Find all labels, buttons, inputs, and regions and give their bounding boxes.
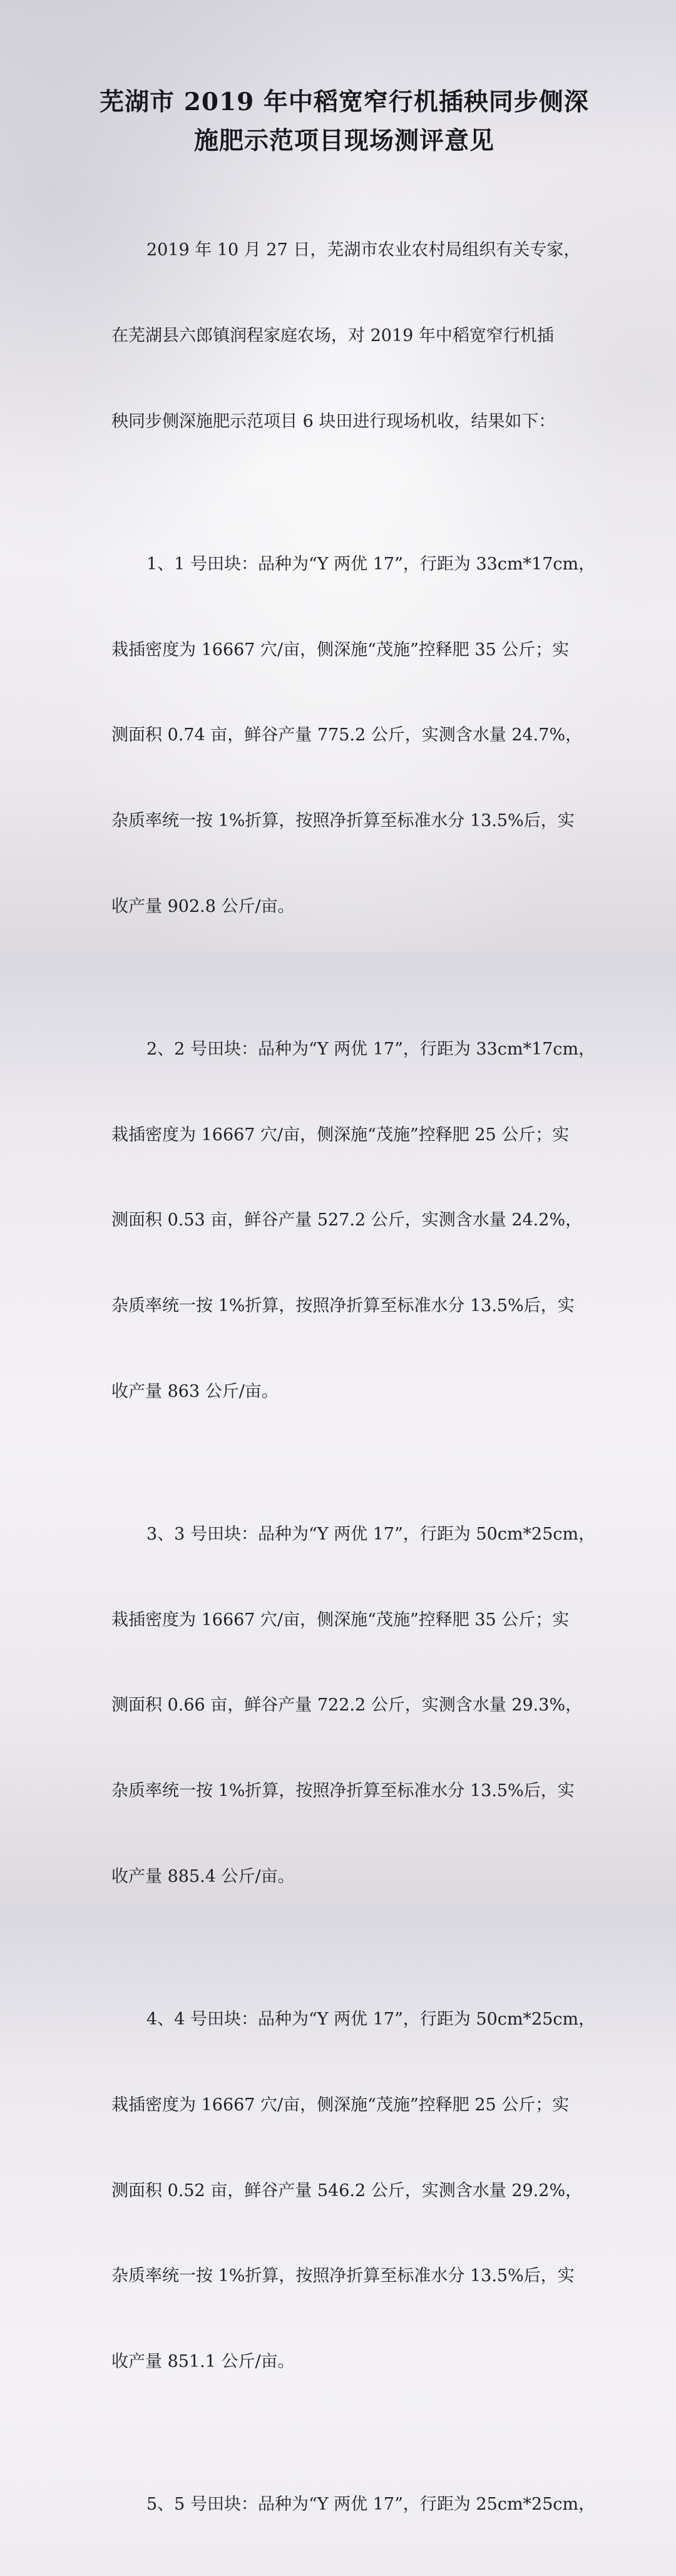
title-line-2: 施肥示范项目现场测评意见 — [193, 126, 494, 155]
paragraph-line: 秧同步侧深施肥示范项目 6 块田进行现场机收，结果如下： — [111, 411, 556, 431]
paragraph-line: 栽插密度为 16667 穴/亩，侧深施“茂施”控释肥 35 公斤；实 — [111, 640, 570, 660]
document-title — [94, 83, 595, 160]
field-5-paragraph — [111, 2433, 596, 2576]
paragraph-line: 测面积 0.74 亩，鲜谷产量 775.2 公斤，实测含水量 24.7%， — [111, 725, 583, 745]
paragraph-line: 收产量 902.8 公斤/亩。 — [111, 896, 295, 916]
paragraph-line: 2、2 号田块：品种为“Y 两优 17”，行距为 33cm*17cm， — [146, 1039, 596, 1059]
paragraph-line: 测面积 0.52 亩，鲜谷产量 546.2 公斤，实测含水量 29.2%， — [111, 2180, 583, 2200]
paragraph-line: 栽插密度为 16667 穴/亩，侧深施“茂施”控释肥 25 公斤；实 — [111, 2095, 570, 2115]
paragraph-line: 测面积 0.53 亩，鲜谷产量 527.2 公斤，实测含水量 24.2%， — [111, 1210, 583, 1230]
paragraph-line: 4、4 号田块：品种为“Y 两优 17”，行距为 50cm*25cm， — [146, 2010, 596, 2029]
field-2-paragraph — [111, 978, 596, 1463]
paragraph-line: 收产量 885.4 公斤/亩。 — [111, 1867, 295, 1887]
paragraph-line: 3、3 号田块：品种为“Y 两优 17”，行距为 50cm*25cm， — [146, 1524, 596, 1544]
paragraph-line: 杂质率统一按 1%折算，按照净折算至标准水分 13.5%后，实 — [111, 811, 575, 831]
intro-paragraph — [111, 179, 587, 493]
title-line-1: 芜湖市 2019 年中稻宽窄行机插秧同步侧深 — [100, 88, 589, 116]
document-body — [111, 179, 596, 2576]
field-1-paragraph — [111, 493, 596, 978]
paragraph-line: 杂质率统一按 1%折算，按照净折算至标准水分 13.5%后，实 — [111, 1781, 575, 1801]
paragraph-line: 测面积 0.66 亩，鲜谷产量 722.2 公斤，实测含水量 29.3%， — [111, 1695, 583, 1715]
paragraph-line: 2019 年 10 月 27 日，芜湖市农业农村局组织有关专家， — [146, 240, 581, 260]
paragraph-line: 栽插密度为 16667 穴/亩，侧深施“茂施”控释肥 25 公斤；实 — [111, 1125, 570, 1145]
paragraph-line: 杂质率统一按 1%折算，按照净折算至标准水分 13.5%后，实 — [111, 2266, 575, 2286]
paragraph-line: 5、5 号田块：品种为“Y 两优 17”，行距为 25cm*25cm， — [146, 2495, 596, 2515]
field-4-paragraph — [111, 1948, 596, 2433]
paragraph-line: 杂质率统一按 1%折算，按照净折算至标准水分 13.5%后，实 — [111, 1296, 575, 1316]
paragraph-line: 收产量 851.1 公斤/亩。 — [111, 2352, 295, 2372]
paragraph-line: 在芜湖县六郎镇润程家庭农场，对 2019 年中稻宽窄行机插 — [111, 325, 554, 345]
paragraph-line: 栽插密度为 16667 穴/亩，侧深施“茂施”控释肥 35 公斤；实 — [111, 1610, 570, 1630]
paragraph-line: 收产量 863 公斤/亩。 — [111, 1381, 279, 1401]
field-3-paragraph — [111, 1463, 596, 1948]
paragraph-line: 1、1 号田块：品种为“Y 两优 17”，行距为 33cm*17cm， — [146, 554, 596, 574]
